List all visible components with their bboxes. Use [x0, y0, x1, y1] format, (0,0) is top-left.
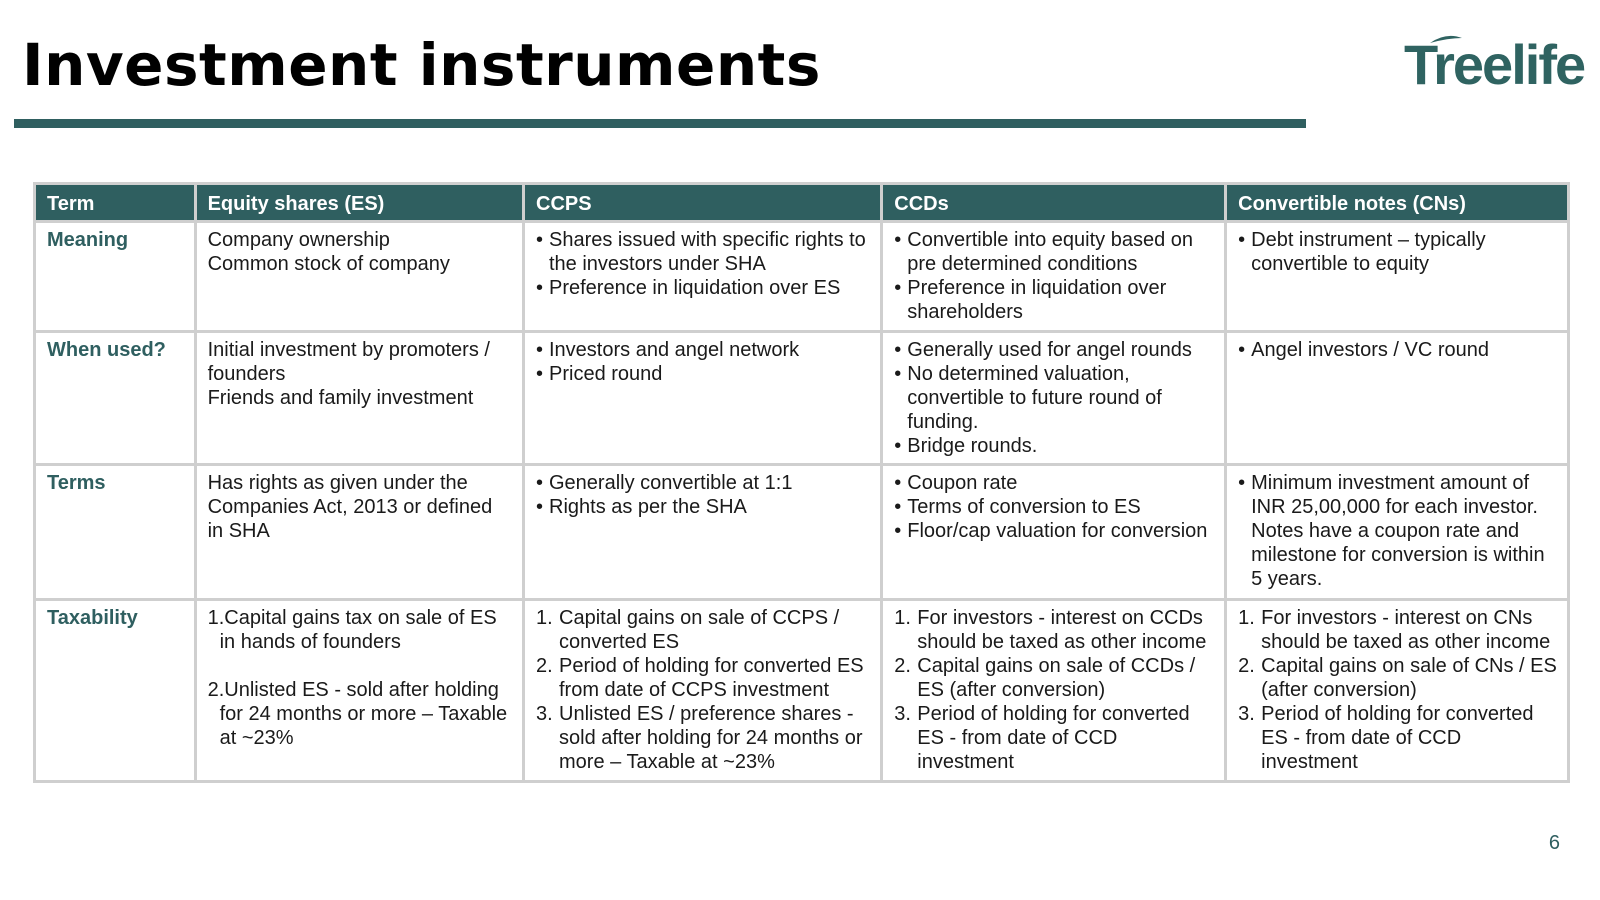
cell-cns-when-used — [1226, 332, 1569, 465]
cell-es-when-used — [195, 332, 523, 465]
cell-ccps-terms — [524, 465, 882, 600]
cell-cns-taxability — [1226, 600, 1569, 782]
brand-logo — [1404, 33, 1585, 96]
numbered-item: Period of holding for converted ES from date of CCPS investment — [559, 655, 864, 701]
cell-es-terms — [195, 465, 523, 600]
bullet-item: • Bridge rounds. — [894, 434, 1214, 458]
bullet-item: • Floor/cap valuation for conversion — [894, 519, 1214, 543]
bullet-item: • Minimum investment amount of INR 25,00,000 for each investor. Notes have a coupon rate and milestone for conversion is within 5 years. — [1238, 471, 1557, 591]
cell-ccps-when-used — [524, 332, 882, 465]
bullet-item: • Preference in liquidation over shareholders — [894, 276, 1214, 324]
bullet-item: • Debt instrument – typically convertible to equity — [1238, 228, 1557, 276]
spacer — [208, 654, 512, 678]
cell-cns-meaning — [1226, 222, 1569, 332]
header-ccps: CCPS — [524, 184, 882, 222]
header-convertible-notes: Convertible notes (CNs) — [1226, 184, 1569, 222]
table-row — [35, 332, 1569, 465]
numbered-item: Capital gains on sale of CCPS / converted ES — [559, 607, 840, 653]
brand-logo-text: Treelife — [1404, 33, 1585, 96]
numbered-item: Capital gains on sale of CCDs / ES (after conversion) — [917, 655, 1196, 701]
bullet-item: • Generally used for angel rounds — [894, 338, 1214, 362]
row-term-terms: Terms — [35, 465, 196, 600]
table-row — [35, 600, 1569, 782]
cell-ccds-meaning — [882, 222, 1226, 332]
cell-line: Company ownership — [207, 229, 390, 251]
cell-line: Common stock of company — [207, 253, 450, 275]
table-row — [35, 222, 1569, 332]
instruments-table — [33, 182, 1570, 783]
numbered-item: Period of holding for converted ES - from date of CCD investment — [917, 703, 1190, 773]
cell-ccds-taxability — [882, 600, 1226, 782]
bullet-item: • Coupon rate — [894, 471, 1214, 495]
cell-es-meaning — [195, 222, 523, 332]
numbered-item: 2.Unlisted ES - sold after holding for 24 months or more – Taxable at ~23% — [207, 679, 508, 749]
title-underline — [14, 119, 1306, 128]
cell-ccps-meaning — [524, 222, 882, 332]
cell-es-taxability — [195, 600, 523, 782]
cell-ccds-when-used — [882, 332, 1226, 465]
header-term: Term — [35, 184, 196, 222]
numbered-item: Capital gains on sale of CNs / ES (after conversion) — [1261, 655, 1557, 701]
bullet-item: • Investors and angel network — [536, 338, 870, 362]
row-term-when-used: When used? — [35, 332, 196, 465]
table-row — [35, 465, 1569, 600]
bullet-item: • Rights as per the SHA — [536, 495, 870, 519]
cell-line: Has rights as given under the Companies Act, 2013 or defined in SHA — [207, 472, 493, 542]
bullet-item: • Priced round — [536, 362, 870, 386]
cell-line: Friends and family investment — [207, 387, 474, 409]
cell-ccps-taxability — [524, 600, 882, 782]
bullet-item: • Convertible into equity based on pre determined conditions — [894, 228, 1214, 276]
table-header-row — [35, 184, 1569, 222]
slide-title: Investment instruments — [22, 31, 821, 99]
row-term-taxability: Taxability — [35, 600, 196, 782]
numbered-item: Unlisted ES / preference shares - sold after holding for 24 months or more – Taxable at ~23% — [559, 703, 863, 773]
numbered-item: For investors - interest on CNs should be taxed as other income — [1261, 607, 1551, 653]
numbered-item: For investors - interest on CCDs should be taxed as other income — [917, 607, 1207, 653]
row-term-meaning: Meaning — [35, 222, 196, 332]
bullet-item: • Angel investors / VC round — [1238, 338, 1557, 362]
bullet-item: • Preference in liquidation over ES — [536, 276, 870, 300]
bullet-item: • Generally convertible at 1:1 — [536, 471, 870, 495]
bullet-item: • Shares issued with specific rights to the investors under SHA — [536, 228, 870, 276]
numbered-item: Period of holding for converted ES - from date of CCD investment — [1261, 703, 1534, 773]
cell-line: Initial investment by promoters / founders — [207, 339, 490, 385]
leaf-icon — [1428, 34, 1464, 46]
numbered-item: 1.Capital gains tax on sale of ES in hands of founders — [207, 607, 497, 653]
page-number: 6 — [1548, 832, 1560, 854]
bullet-item: • Terms of conversion to ES — [894, 495, 1214, 519]
header-equity-shares: Equity shares (ES) — [195, 184, 523, 222]
cell-cns-terms — [1226, 465, 1569, 600]
header-ccds: CCDs — [882, 184, 1226, 222]
bullet-item: • No determined valuation, convertible to future round of funding. — [894, 362, 1214, 434]
cell-ccds-terms — [882, 465, 1226, 600]
